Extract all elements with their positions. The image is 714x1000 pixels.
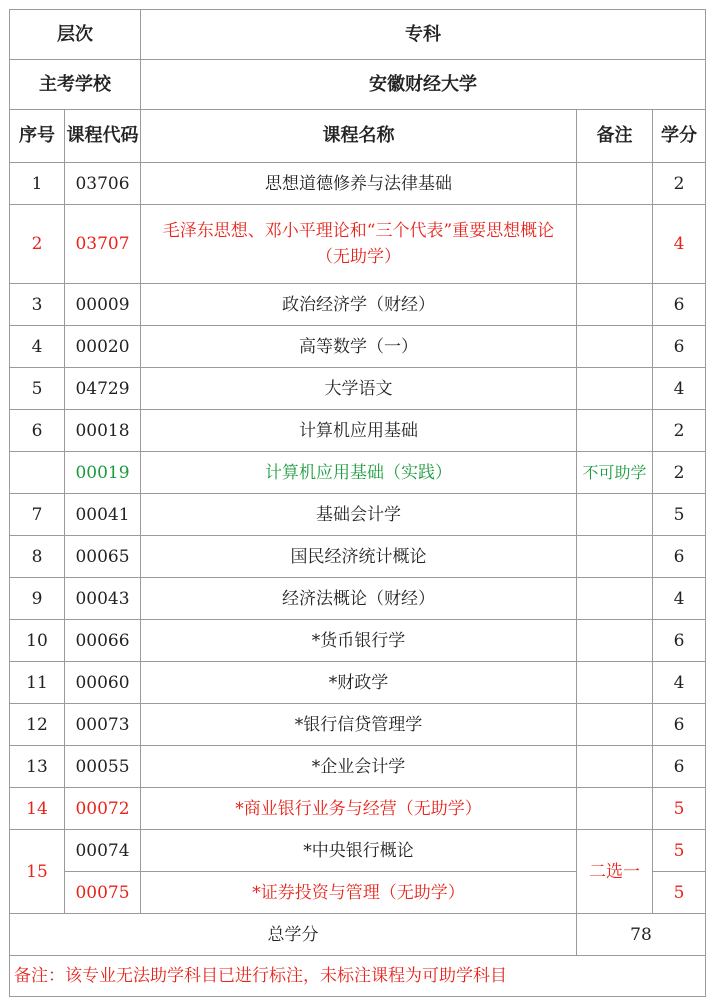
col-header-name: 课程名称: [141, 110, 577, 163]
table-row: [10, 368, 706, 410]
row-name: *中央银行概论: [141, 830, 577, 872]
row-credit: 2: [653, 452, 706, 494]
row-remark: [577, 578, 653, 620]
row-credit: 2: [653, 410, 706, 452]
col-header-credit: 学分: [653, 110, 706, 163]
row-no: 5: [10, 368, 65, 410]
row-credit: 6: [653, 284, 706, 326]
row-name: *商业银行业务与经营（无助学）: [141, 788, 577, 830]
row-code: 03706: [65, 163, 141, 205]
row-remark: [577, 284, 653, 326]
row-no: 10: [10, 620, 65, 662]
row-name: *企业会计学: [141, 746, 577, 788]
row-code: 00075: [65, 872, 141, 914]
school-value: 安徽财经大学: [141, 60, 706, 110]
row-remark: [577, 163, 653, 205]
col-header-code: 课程代码: [65, 110, 141, 163]
row-no: 14: [10, 788, 65, 830]
row-remark: [577, 410, 653, 452]
row-no: 9: [10, 578, 65, 620]
row-no: 13: [10, 746, 65, 788]
footnote: 备注：该专业无法助学科目已进行标注，未标注课程为可助学科目: [10, 956, 706, 997]
row-code: 00043: [65, 578, 141, 620]
row-name: 思想道德修养与法律基础: [141, 163, 577, 205]
row-no: 7: [10, 494, 65, 536]
school-row: [10, 60, 706, 110]
row-credit: 4: [653, 205, 706, 284]
row-credit: 4: [653, 662, 706, 704]
row-credit: 5: [653, 788, 706, 830]
row-code: 00019: [65, 452, 141, 494]
row-credit: 5: [653, 494, 706, 536]
table-row: [10, 494, 706, 536]
row-code: 00073: [65, 704, 141, 746]
row-no: 6: [10, 410, 65, 452]
row-credit: 6: [653, 704, 706, 746]
row-remark: [577, 788, 653, 830]
row-code: 00065: [65, 536, 141, 578]
row-remark: [577, 662, 653, 704]
row-name: 基础会计学: [141, 494, 577, 536]
row-credit: 6: [653, 620, 706, 662]
row-no: [10, 452, 65, 494]
row-code: 00055: [65, 746, 141, 788]
row-credit: 6: [653, 326, 706, 368]
row-no: 8: [10, 536, 65, 578]
level-label: 层次: [10, 10, 141, 60]
total-row: [10, 914, 706, 956]
col-header-remark: 备注: [577, 110, 653, 163]
row-name: 政治经济学（财经）: [141, 284, 577, 326]
table-row: [10, 578, 706, 620]
table-row: [10, 163, 706, 205]
course-table: [9, 9, 706, 997]
table-row: [10, 830, 706, 872]
row-name: 经济法概论（财经）: [141, 578, 577, 620]
table-row: [10, 452, 706, 494]
level-row: [10, 10, 706, 60]
total-value: 78: [577, 914, 706, 956]
row-credit: 6: [653, 536, 706, 578]
row-remark: [577, 746, 653, 788]
row-credit: 2: [653, 163, 706, 205]
row-credit: 4: [653, 578, 706, 620]
table-row: [10, 662, 706, 704]
row-name: 计算机应用基础: [141, 410, 577, 452]
table-row: [10, 410, 706, 452]
table-row: [10, 704, 706, 746]
col-header-no: 序号: [10, 110, 65, 163]
row-name: *证券投资与管理（无助学）: [141, 872, 577, 914]
row-name: 高等数学（一）: [141, 326, 577, 368]
table-row: [10, 746, 706, 788]
row-remark: 二选一: [577, 830, 653, 914]
row-remark: [577, 494, 653, 536]
row-no: 15: [10, 830, 65, 914]
column-header-row: [10, 110, 706, 163]
table-row: [10, 284, 706, 326]
table-row: [10, 326, 706, 368]
school-label: 主考学校: [10, 60, 141, 110]
row-code: 04729: [65, 368, 141, 410]
row-code: 00066: [65, 620, 141, 662]
row-no: 2: [10, 205, 65, 284]
row-credit: 6: [653, 746, 706, 788]
row-name: 大学语文: [141, 368, 577, 410]
row-name: 毛泽东思想、邓小平理论和“三个代表”重要思想概论（无助学）: [141, 205, 577, 284]
table-row: [10, 788, 706, 830]
row-name: *货币银行学: [141, 620, 577, 662]
row-remark: [577, 326, 653, 368]
row-code: 00072: [65, 788, 141, 830]
row-credit: 4: [653, 368, 706, 410]
level-value: 专科: [141, 10, 706, 60]
footnote-row: [10, 956, 706, 997]
row-name: 国民经济统计概论: [141, 536, 577, 578]
row-credit: 5: [653, 830, 706, 872]
row-no: 12: [10, 704, 65, 746]
row-code: 00074: [65, 830, 141, 872]
row-no: 11: [10, 662, 65, 704]
row-name: *财政学: [141, 662, 577, 704]
row-code: 00018: [65, 410, 141, 452]
total-label: 总学分: [10, 914, 577, 956]
row-no: 4: [10, 326, 65, 368]
table-row: [10, 620, 706, 662]
row-code: 00009: [65, 284, 141, 326]
row-remark: [577, 205, 653, 284]
row-remark: [577, 704, 653, 746]
row-no: 1: [10, 163, 65, 205]
row-remark: [577, 368, 653, 410]
row-remark: [577, 620, 653, 662]
table-row: [10, 205, 706, 284]
row-code: 00041: [65, 494, 141, 536]
row-no: 3: [10, 284, 65, 326]
row-credit: 5: [653, 872, 706, 914]
row-code: 00060: [65, 662, 141, 704]
row-name: 计算机应用基础（实践）: [141, 452, 577, 494]
row-remark: [577, 536, 653, 578]
table-row: [10, 536, 706, 578]
row-code: 00020: [65, 326, 141, 368]
row-remark: 不可助学: [577, 452, 653, 494]
row-code: 03707: [65, 205, 141, 284]
row-name: *银行信贷管理学: [141, 704, 577, 746]
